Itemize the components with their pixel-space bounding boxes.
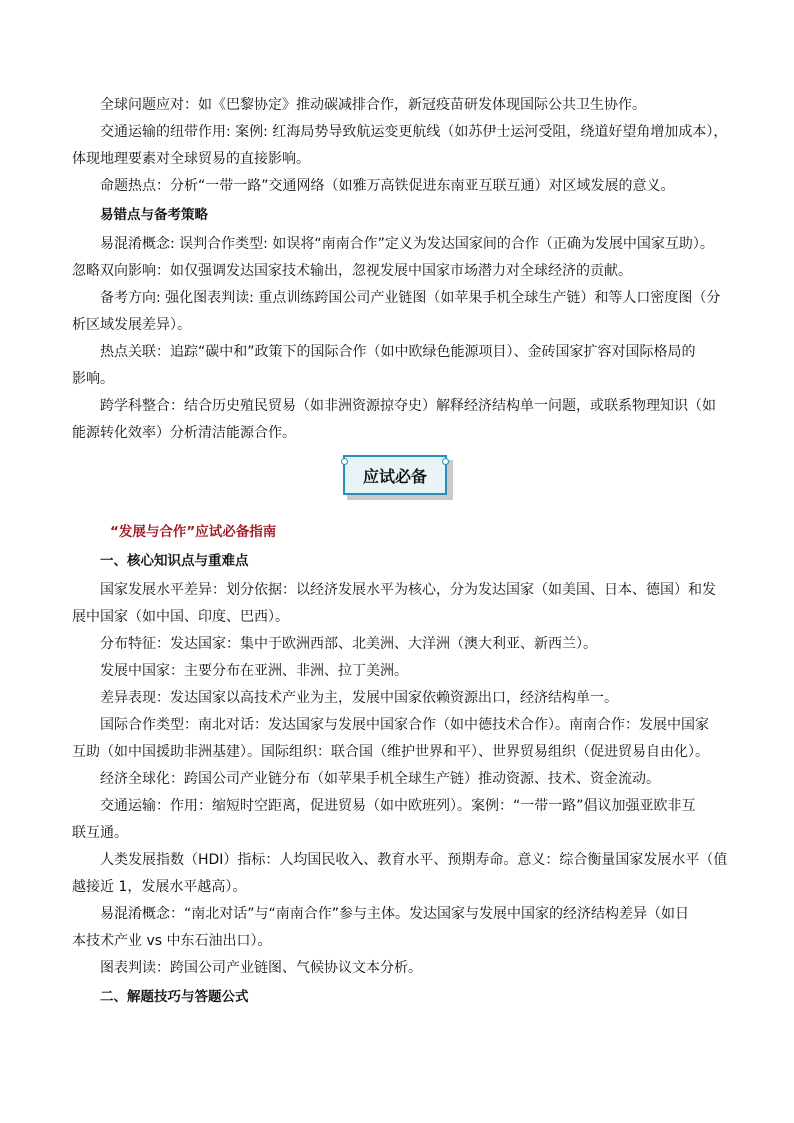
- badge-ring-left-icon: [341, 458, 348, 465]
- paragraph-transportation-cont: 联互通。: [72, 825, 128, 841]
- paragraph-chart-reading: 图表判读：跨国公司产业链图、气候协议文本分析。: [100, 960, 422, 976]
- paragraph-hot-links-cont: 影响。: [72, 371, 114, 387]
- paragraph-distribution: 分布特征：发达国家：集中于欧洲西部、北美洲、大洋洲（澳大利亚、新西兰）。: [100, 636, 597, 652]
- section-heading-core: 一、核心知识点与重难点: [100, 553, 249, 569]
- paragraph-transport-role: 交通运输的纽带作用: 案例: 红海局势导致航运变更航线（如苏伊士运河受阻，绕道好望角增加成本），: [100, 124, 728, 140]
- paragraph-cooperation-types-cont: 互助（如中国援助非洲基建）。国际组织：联合国（维护世界和平）、世界贸易组织（促进贸易自由化）。: [72, 744, 709, 760]
- guide-title: “发展与合作”应试必备指南: [110, 524, 277, 540]
- badge-label: 应试必备: [362, 466, 427, 486]
- paragraph-development-difference-cont: 展中国家（如中国、印度、巴西）。: [72, 609, 289, 625]
- paragraph-development-difference: 国家发展水平差异：划分依据：以经济发展水平为核心，分为发达国家（如美国、日本、德国）和发: [100, 582, 716, 598]
- paragraph-confusing-concepts: 易混淆概念: 误判合作类型: 如误将“南南合作”定义为发达国家间的合作（正确为发展中国家互助）。: [100, 236, 714, 252]
- section-heading-mistakes: 易错点与备考策略: [100, 207, 208, 223]
- paragraph-hot-links: 热点关联：追踪“碳中和”政策下的国际合作（如中欧绿色能源项目）、金砖国家扩容对国际格局的: [100, 344, 696, 360]
- paragraph-confusing-2: 易混淆概念：“南北对话”与“南南合作”参与主体。发达国家与发展中国家的经济结构差异（如日: [100, 906, 690, 922]
- paragraph-globalization: 经济全球化：跨国公司产业链分布（如苹果手机全球生产链）推动资源、技术、资金流动。: [100, 771, 660, 787]
- paragraph-exam-hotspot: 命题热点：分析“一带一路”交通网络（如雅万高铁促进东南亚互联互通）对区域发展的意义。: [100, 178, 675, 194]
- badge-box: [343, 455, 447, 495]
- paragraph-global-issues: 全球问题应对：如《巴黎协定》推动碳减排合作，新冠疫苗研发体现国际公共卫生协作。: [100, 97, 646, 113]
- section-heading-techniques: 二、解题技巧与答题公式: [100, 989, 249, 1005]
- paragraph-prep-direction: 备考方向: 强化图表判读: 重点训练跨国公司产业链图（如苹果手机全球生产链）和等人口密度图（分: [100, 290, 721, 306]
- paragraph-interdisciplinary: 跨学科整合：结合历史殖民贸易（如非洲资源掠夺史）解释经济结构单一问题，或联系物理知识（如: [100, 398, 716, 414]
- exam-essentials-badge: [343, 455, 455, 501]
- paragraph-hdi-cont: 越接近 1，发展水平越高）。: [72, 879, 247, 895]
- paragraph-prep-direction-cont: 析区域发展差异）。: [72, 317, 191, 333]
- paragraph-hdi: 人类发展指数（HDI）指标：人均国民收入、教育水平、预期寿命。意义：综合衡量国家发展水平（值: [100, 852, 728, 868]
- paragraph-difference-manifest: 差异表现：发达国家以高技术产业为主，发展中国家依赖资源出口，经济结构单一。: [100, 690, 618, 706]
- paragraph-developing-countries: 发展中国家：主要分布在亚洲、非洲、拉丁美洲。: [100, 663, 408, 679]
- paragraph-transportation: 交通运输：作用：缩短时空距离，促进贸易（如中欧班列）。案例：“一带一路”倡议加强亚欧非互: [100, 798, 696, 814]
- paragraph-interdisciplinary-cont: 能源转化效率）分析清洁能源合作。: [72, 425, 296, 441]
- paragraph-cooperation-types: 国际合作类型：南北对话：发达国家与发展中国家合作（如中德技术合作）。南南合作：发展中国家: [100, 717, 709, 733]
- badge-ring-right-icon: [442, 458, 449, 465]
- paragraph-confusing-2-cont: 本技术产业 vs 中东石油出口）。: [72, 933, 272, 949]
- paragraph-transport-role-cont: 体现地理要素对全球贸易的直接影响。: [72, 151, 310, 167]
- paragraph-ignore-bidirectional: 忽略双向影响：如仅强调发达国家技术输出，忽视发展中国家市场潜力对全球经济的贡献。: [72, 263, 632, 279]
